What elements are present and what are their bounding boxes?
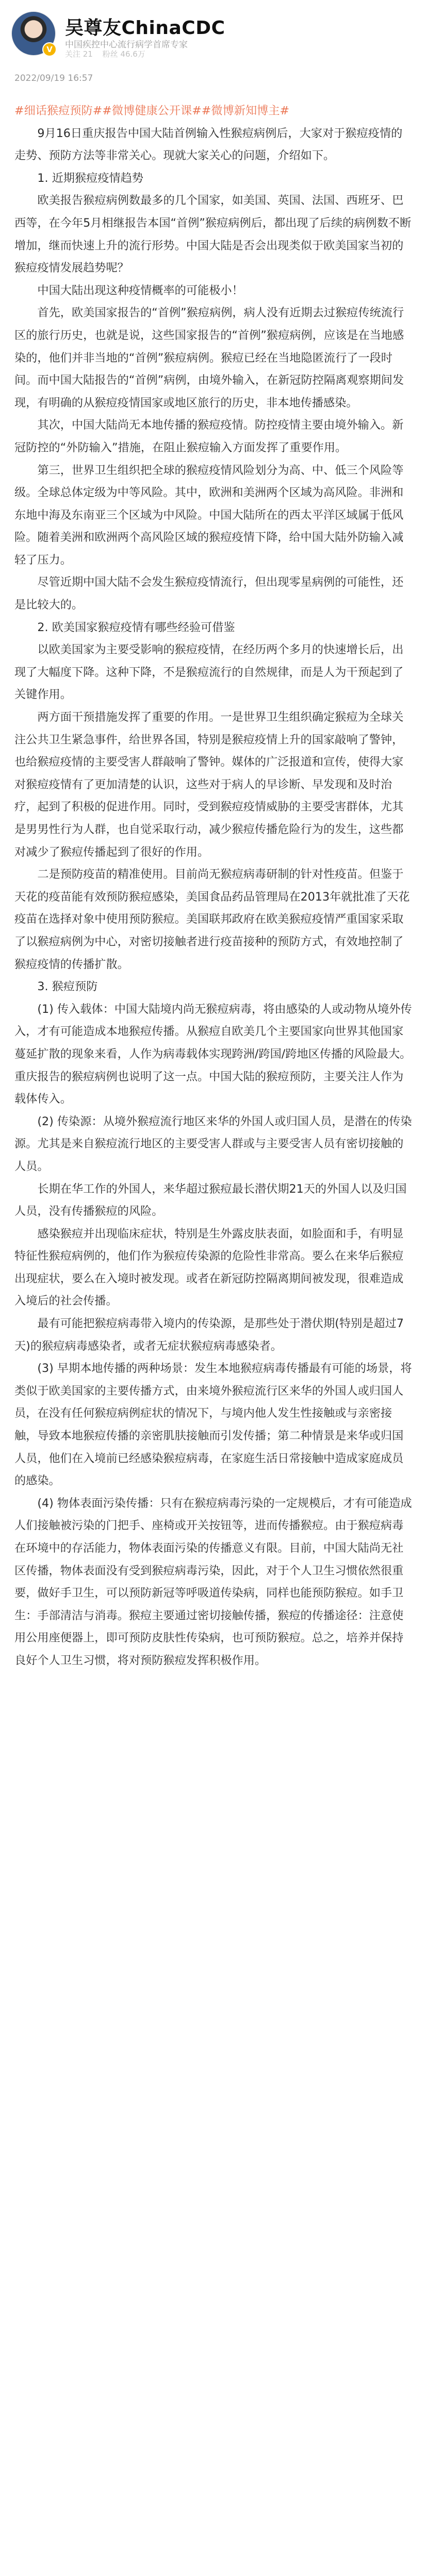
paragraph: 以欧美国家为主要受影响的猴痘疫情，在经历两个多月的快速增长后，出现了大幅度下降。这种下降，不是猴痘流行的自然规律，而是人为干预起到了关键作用。 [14, 643, 404, 702]
post-body [14, 100, 413, 1672]
paragraph: 第三，世界卫生组织把全球的猴痘疫情风险划分为高、中、低三个风险等级。全球总体定级为中等风险。其中，欧洲和美洲两个区域为高风险。非洲和东地中海及东南亚三个区域为中风险。中国大陆所在的西太平洋区域属于低风险。随着美洲和欧洲两个高风险区域的猴痘疫情下降，给中国大陆外防输入减轻了压力。 [14, 463, 404, 567]
paragraph: 9月16日重庆报告中国大陆首例输入性猴痘病例后，大家对于猴痘疫情的走势、预防方法等非常关心。现就大家关心的问题，介绍如下。 [14, 126, 403, 163]
section-heading: 3. 猴痘预防 [37, 980, 98, 994]
paragraph: (2) 传染源：从境外猴痘流行地区来华的外国人或归国人员，是潜在的传染源。尤其是来自猴痘流行地区的主要受害人群或与主要受害人员有密切接触的人员。 [14, 1114, 412, 1173]
section-heading: 2. 欧美国家猴痘疫情有哪些经验可借鉴 [37, 620, 235, 634]
followers-count[interactable]: 粉丝 46.6万 [102, 49, 145, 59]
post-timestamp: 2022/09/19 16:57 [14, 73, 93, 83]
author-name[interactable]: 吴尊友ChinaCDC [65, 18, 225, 39]
paragraph: 最有可能把猴痘病毒带入境内的传染源，是那些处于潜伏期(特别是超过7天)的猴痘病毒感染者，或者无症状猴痘病毒感染者。 [14, 1317, 404, 1353]
paragraph: 感染猴痘并出现临床症状，特别是生外露皮肤表面，如脸面和手，有明显特征性猴痘病例的，他们作为猴痘传染源的危险性非常高。要么在来华后猴痘出现症状，要么在入境时被发现。或者在新冠防控隔离期间被发现，很难造成入境后的社会传播。 [14, 1227, 404, 1308]
paragraph: (1) 传入载体：中国大陆境内尚无猴痘病毒，将由感染的人或动物从境外传入，才有可能造成本地猴痘传播。从猴痘自欧美几个主要国家向世界其他国家蔓延扩散的现象来看，人作为病毒载体实现跨洲/跨国/跨地区传播的风险最大。重庆报告的猴痘病例也说明了这一点。中国大陆的猴痘预防，主要关注人作为载体传入。 [14, 1002, 412, 1106]
author-verification: 中国疾控中心流行病学首席专家 [65, 40, 188, 50]
paragraph: 尽管近期中国大陆不会发生猴痘疫情流行，但出现零星病例的可能性，还是比较大的。 [14, 575, 404, 612]
paragraph: 二是预防疫苗的精准使用。目前尚无猴痘病毒研制的针对性疫苗。但鉴于天花的疫苗能有效预防猴痘感染，美国食品药品管理局在2013年就批准了天花疫苗在选择对象中使用预防猴痘。美国联邦政府在欧美猴痘疫情严重国家采取了以猴痘病例为中心，对密切接触者进行疫苗接种的预防方式，有效地控制了猴痘疫情的传播扩散。 [14, 868, 410, 971]
paragraph: 两方面干预措施发挥了重要的作用。一是世界卫生组织确定猴痘为全球关注公共卫生紧急事件，给世界各国，特别是猴痘疫情上升的国家敲响了警钟，也给猴痘疫情的主要受害人群敲响了警钟。媒体的广泛报道和宣传，使得大家对猴痘疫情有了更加清楚的认识，这些对于病人的早诊断、早发现和及时治疗，起到了积极的促进作用。同时，受到猴痘疫情威胁的主要受害群体，尤其是男男性行为人群，也自觉采取行动，减少猴痘传播危险行为的发生，这些都对减少了猴痘传播起到了很好的作用。 [14, 710, 404, 859]
following-count[interactable]: 关注 21 [65, 49, 93, 59]
post-header [11, 11, 416, 58]
paragraph: 其次，中国大陆尚无本地传播的猴痘疫情。防控疫情主要由境外输入。新冠防控的“外防输入”措施，在阻止猴痘输入方面发挥了重要作用。 [14, 418, 404, 454]
paragraph: 首先，欧美国家报告的“首例”猴痘病例，病人没有近期去过猴痘传统流行区的旅行历史，也就是说，这些国家报告的“首例”猴痘病例，应该是在当地感染的，他们并非当地的“首例”猴痘病例。猴痘已经在当地隐匿流行了一段时间。而中国大陆报告的“首例”病例，由境外输入，在新冠防控隔离观察期间发现，有明确的从猴痘疫情国家或地区旅行的历史，非本地传播感染。 [14, 306, 404, 410]
paragraph: (4) 物体表面污染传播：只有在猴痘病毒污染的一定规模后，才有可能造成人们接触被污染的门把手、座椅或开关按钮等，进而传播猴痘。由于猴痘病毒在环境中的存活能力，物体表面污染的传播意义有限。目前，中国大陆尚无社区传播，物体表面没有受到猴痘病毒污染，因此，对于个人卫生习惯依然很重要，做好手卫生，可以预防新冠等呼吸道传染病，同样也能预防猴痘。如手卫生：手部清洁与消毒。猴痘主要通过密切接触传播，猴痘的传播途径：注意使用公用座便器上，即可预防皮肤性传染病，也可预防猴痘。总之，培养并保持良好个人卫生习惯，将对预防猴痘发挥积极作用。 [14, 1496, 412, 1667]
author-stats [65, 48, 153, 59]
paragraph: 欧美报告猴痘病例数最多的几个国家，如美国、英国、法国、西班牙、巴西等，在今年5月相继报告本国“首例”猴痘病例后，都出现了后续的病例数不断增加，继而快速上升的流行形势。中国大陆是否会出现类似于欧美国家当初的猴痘疫情发展趋势呢？ [14, 194, 412, 275]
hashtag-links[interactable]: #细话猴痘预防##微博健康公开课##微博新知博主# [14, 104, 290, 117]
verified-v-icon: V [42, 42, 57, 57]
post-hashtags[interactable] [14, 100, 413, 123]
paragraph: (3) 早期本地传播的两种场景：发生本地猴痘病毒传播最有可能的场景，将类似于欧美国家的主要传播方式，由来境外猴痘流行区来华的外国人或归国人员，在没有任何猴痘病例症状的情况下，与境内他人发生性接触或与亲密接触，导致本地猴痘传播的亲密肌肤接触而引发传播；第二种情景是来华或归国人员，他们在入境前已经感染猴痘病毒，在家庭生活日常接触中造成家庭成员的感染。 [14, 1362, 412, 1488]
section-heading: 1. 近期猴痘疫情趋势 [37, 171, 144, 185]
paragraph: 长期在华工作的外国人，来华超过猴痘最长潜伏期21天的外国人以及归国人员，没有传播猴痘的风险。 [14, 1182, 407, 1218]
paragraph: 中国大陆出现这种疫情概率的可能极小！ [37, 283, 243, 297]
